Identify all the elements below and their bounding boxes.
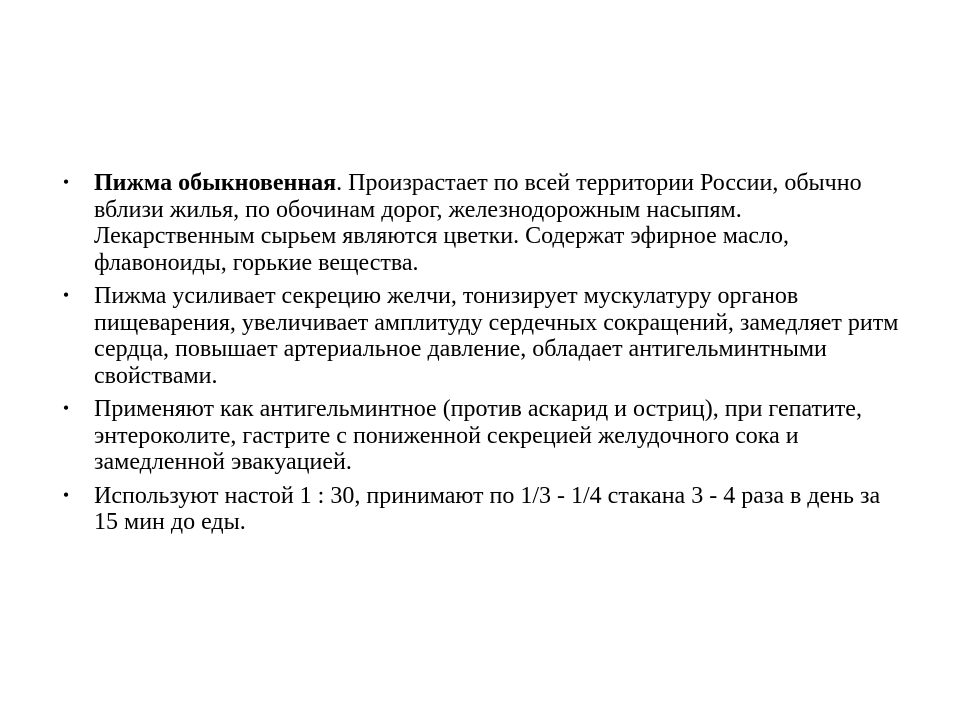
bullet-title: Пижма обыкновенная	[94, 170, 337, 196]
bullet-item-usage	[60, 396, 905, 476]
bullet-text: Используют настой 1 : 30, принимают по 1/3 - 1/4 стакана 3 - 4 раза в день за 15 мин до еды.	[94, 482, 881, 535]
bullet-icon: •	[62, 484, 70, 505]
bullet-item-description	[60, 170, 905, 276]
bullet-text: . Произрастает по всей территории России, обычно вблизи жилья, по обочинам дорог, железнодорожным насыпям. Лекарственным сырьем являются цветки. Содержат эфирное масло, флавоноиды, горькие вещества.	[94, 170, 862, 276]
bullet-item-action	[60, 283, 905, 389]
bullet-text: Пижма усиливает секрецию желчи, тонизирует мускулатуру органов пищеварения, увеличивает амплитуду сердечных сокращений, замедляет ритм сердца, повышает артериальное давление, обладает антигельминтными свойствами.	[94, 283, 899, 389]
bullet-item-dosage	[60, 483, 905, 536]
bullet-list	[60, 170, 905, 543]
bullet-text: Применяют как антигельминтное (против аскарид и остриц), при гепатите, энтероколите, гастрите с пониженной секрецией желудочного сока и замедленной эвакуацией.	[94, 396, 862, 475]
bullet-icon: •	[62, 285, 70, 305]
bullet-icon: •	[62, 398, 70, 418]
bullet-icon: •	[62, 172, 70, 192]
